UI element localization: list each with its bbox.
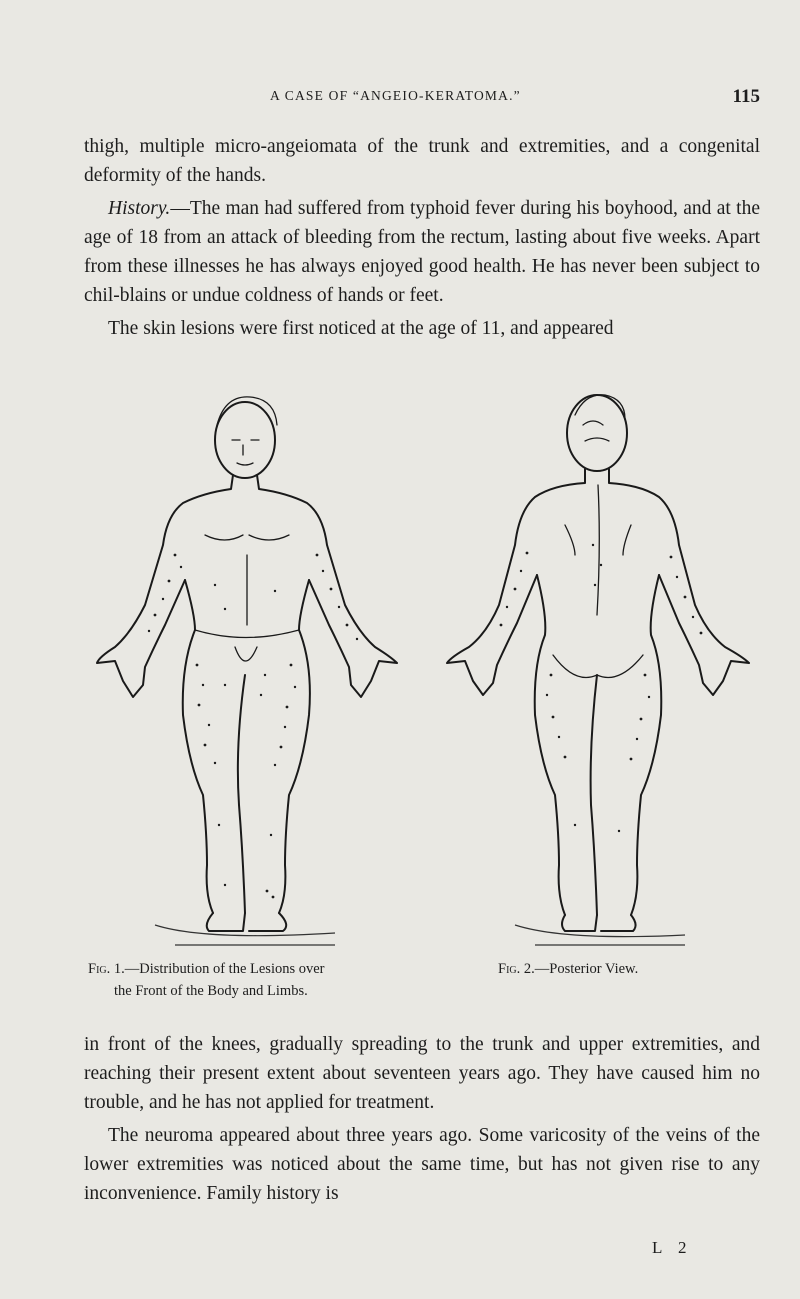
spine-and-blades [565,485,631,615]
front-body-illustration [85,385,415,955]
figure-1-caption-line1: —Distribution of the Lesions over [124,961,325,977]
feet-outline [207,913,286,931]
figure-2-label: Fig. 2. [498,961,535,977]
figure-1-caption [88,958,408,1002]
hair [575,395,625,441]
figure-2-caption-text: —Posterior View. [534,961,639,977]
figure-posterior-view [435,385,765,955]
running-head: A CASE OF “ANGEIO-KERATOMA.” [270,88,521,103]
right-arm-outline [257,475,397,697]
left-torso-leg-outline [183,580,213,913]
lesion-dots [500,544,703,832]
face [232,440,259,465]
figure-front-view [85,385,415,955]
figure-1-caption-line2: the Front of the Body and Limbs. [114,983,308,999]
left-arm-outline [447,469,585,695]
inner-leg-outline [591,675,597,915]
head-outline [215,402,275,478]
paragraph: in front of the knees, gradually spreading to the trunk and upper extremities, and reaching their present extent about seventeen years ago. They have caused him no trouble, and he has not applied for treatment. [84,1034,760,1113]
body-text-bottom [84,1030,760,1208]
head-outline [567,395,627,471]
buttocks-line [553,655,643,678]
signature-mark: L 2 [652,1238,693,1257]
history-text: —The man had suffered from typhoid fever during his boyhood, and at the age of 18 from an attack of bleeding from the rectum, lasting about five weeks. Apart from these illnesses he has always enjoyed good health. He has never been subject to chil-blains or undue coldness of hands or feet. [84,198,760,306]
left-arm-outline [97,475,233,697]
inner-leg-outline [238,675,245,913]
paragraph: The skin lesions were first noticed at the age of 11, and appeared [108,318,614,339]
figure-1-label: Fig. 1. [88,961,125,977]
chest-lines [205,535,289,625]
feet-outline [562,915,636,931]
figure-2-caption [498,958,758,980]
page-number: 115 [732,86,760,107]
groin-lines [195,630,299,661]
history-heading: History. [108,198,171,219]
posterior-body-illustration [435,385,765,955]
right-torso-leg-outline [631,575,661,915]
paragraph-history [84,194,760,310]
body-text-top [84,132,760,343]
ground-lines [155,925,335,945]
right-torso-leg-outline [279,580,310,913]
ground-lines [515,925,685,945]
paragraph: thigh, multiple micro-angeiomata of the trunk and extremities, and a congenital deformity of the hands. [84,136,760,186]
lesion-dots [148,554,358,899]
left-torso-leg-outline [535,575,565,915]
paragraph: The neuroma appeared about three years ago. Some varicosity of the veins of the lower extremities was noticed about the same time, but has not given rise to any inconvenience. Family history is [84,1125,760,1204]
right-arm-outline [609,469,749,695]
